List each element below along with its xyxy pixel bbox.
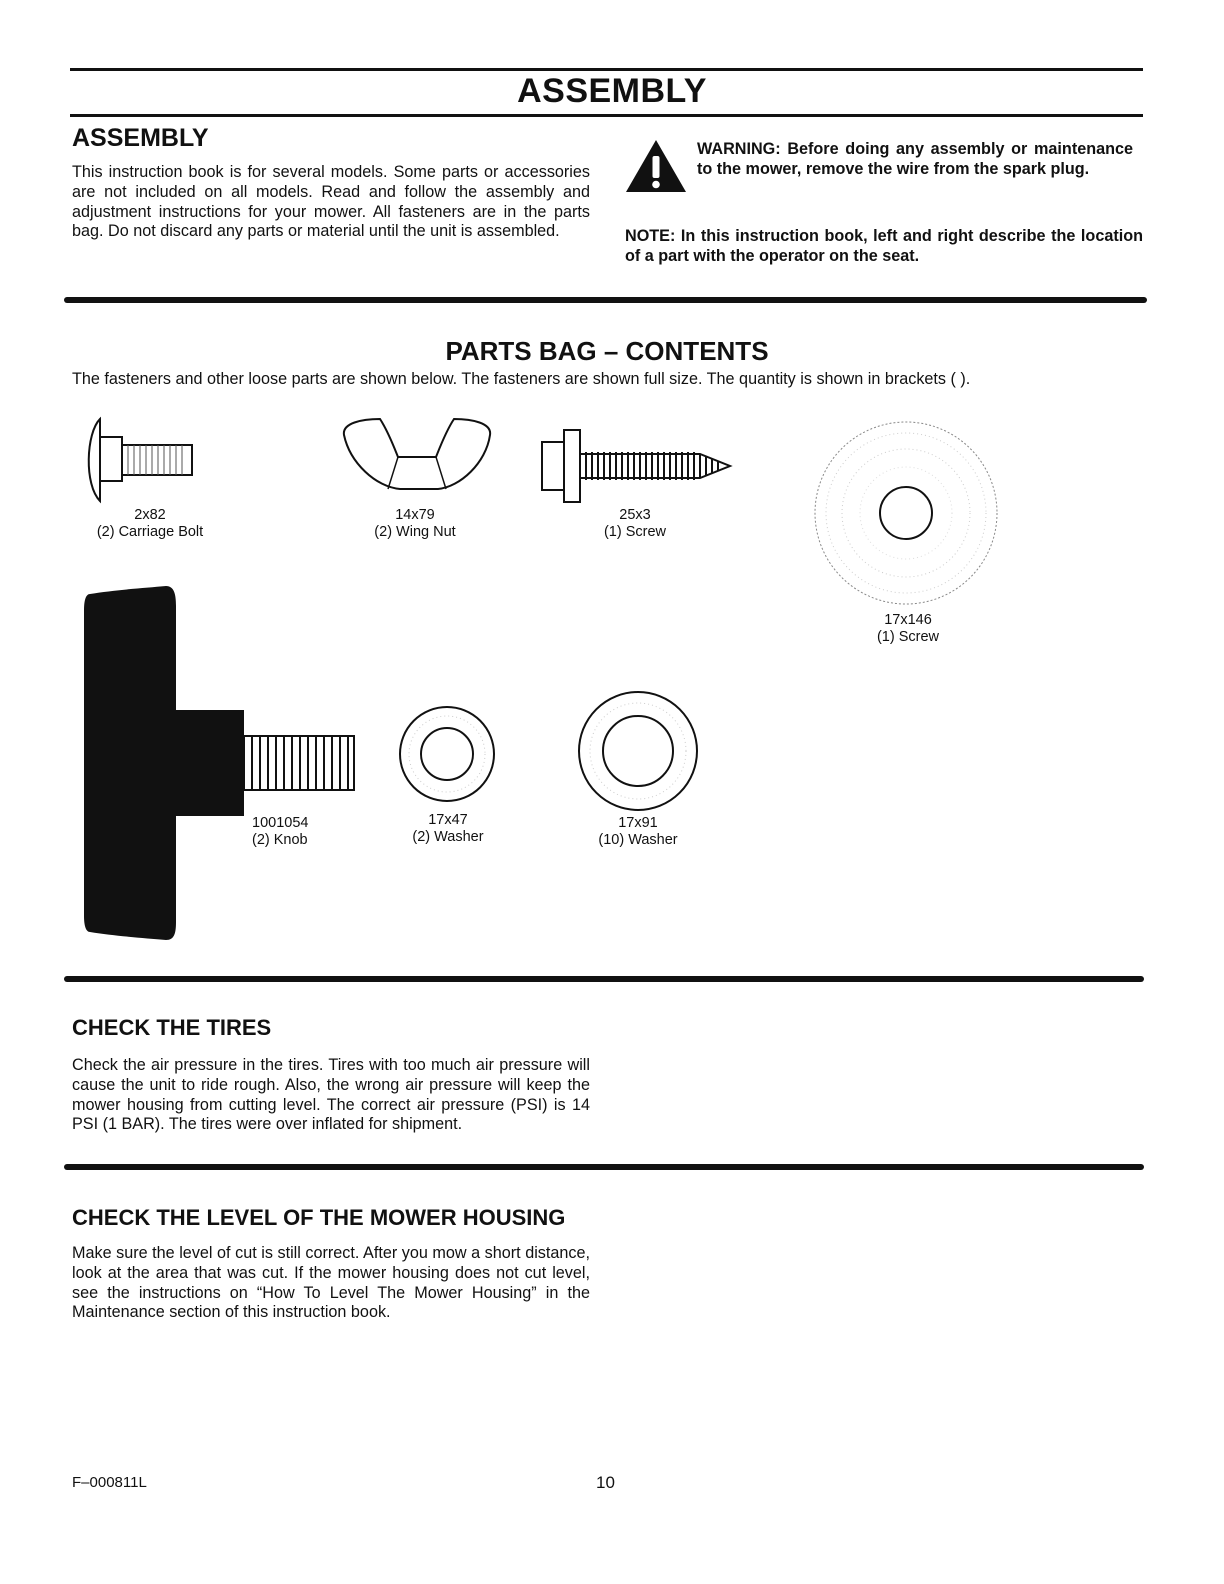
wing-nut-icon	[340, 415, 495, 495]
section-divider-3	[64, 1164, 1144, 1170]
page-number: 10	[596, 1473, 615, 1492]
footer-code: F–000811L	[72, 1474, 147, 1491]
title-underline-rule	[70, 114, 1143, 117]
parts-bag-intro: The fasteners and other loose parts are shown below. The fasteners are shown full size. The quantity is shown in brackets ( ).	[72, 370, 971, 388]
part-label-knob	[252, 815, 372, 849]
top-rule	[70, 68, 1143, 71]
part-label-screw	[555, 507, 715, 541]
part-description: (2) Wing Nut	[374, 524, 456, 540]
knob-icon	[84, 586, 359, 942]
large-washer-icon	[813, 420, 999, 606]
screw-icon	[540, 428, 735, 504]
part-number: 14x79	[395, 507, 435, 523]
section-divider-2	[64, 976, 1144, 982]
part-description: (10) Washer	[598, 832, 678, 848]
assembly-body: This instruction book is for several models. Some parts or accessories are not included on all models. Read and follow the assembly and adjustment instructions for your mower. All fasteners are in the parts bag. Do not discard any parts or material until the unit is assembled.	[72, 163, 590, 241]
assembly-heading: ASSEMBLY	[72, 124, 209, 152]
part-number: 17x146	[884, 612, 932, 628]
part-label-washer	[558, 815, 718, 849]
check-level-heading: CHECK THE LEVEL OF THE MOWER HOUSING	[72, 1205, 566, 1230]
part-number: 17x91	[618, 815, 658, 831]
note-text: NOTE: In this instruction book, left and right describe the location of a part with the operator on the seat.	[625, 227, 1143, 265]
warning-triangle-icon	[624, 138, 688, 194]
parts-bag-heading: PARTS BAG – CONTENTS	[445, 336, 769, 366]
page-title: ASSEMBLY	[517, 72, 707, 110]
check-tires-body: Check the air pressure in the tires. Tires with too much air pressure will cause the unit to ride rough. Also, the wrong air pressure will keep the mower housing from cutting level. The correct air pressure (PSI) is 14 PSI (1 BAR). The tires were over inflated for shipment.	[72, 1056, 590, 1134]
part-description: (1) Screw	[603, 524, 667, 540]
part-number: 1001054	[252, 815, 309, 831]
part-label-large-washer	[828, 612, 988, 646]
part-number: 2x82	[134, 507, 166, 523]
part-label-wing-nut	[335, 507, 495, 541]
check-tires-heading: CHECK THE TIRES	[72, 1015, 272, 1040]
part-number: 25x3	[619, 507, 651, 523]
small-washer-icon	[398, 705, 496, 803]
carriage-bolt-icon	[80, 415, 200, 505]
part-description: (2) Washer	[412, 829, 484, 845]
warning-text: WARNING: Before doing any assembly or maintenance to the mower, remove the wire from the spark plug.	[697, 140, 1133, 178]
washer-icon	[577, 690, 699, 812]
part-description: (2) Knob	[252, 832, 308, 848]
check-level-body: Make sure the level of cut is still correct. After you mow a short distance, look at the area that was cut. If the mower housing does not cut level, see the instructions on “How To Level The Mower Housing” in the Maintenance section of this instruction book.	[72, 1244, 590, 1322]
part-description: (2) Carriage Bolt	[96, 524, 204, 540]
section-divider-1	[64, 297, 1147, 303]
part-number: 17x47	[428, 812, 468, 828]
part-label-carriage-bolt	[70, 507, 230, 541]
part-description: (1) Screw	[876, 629, 940, 645]
part-label-small-washer	[368, 812, 528, 846]
